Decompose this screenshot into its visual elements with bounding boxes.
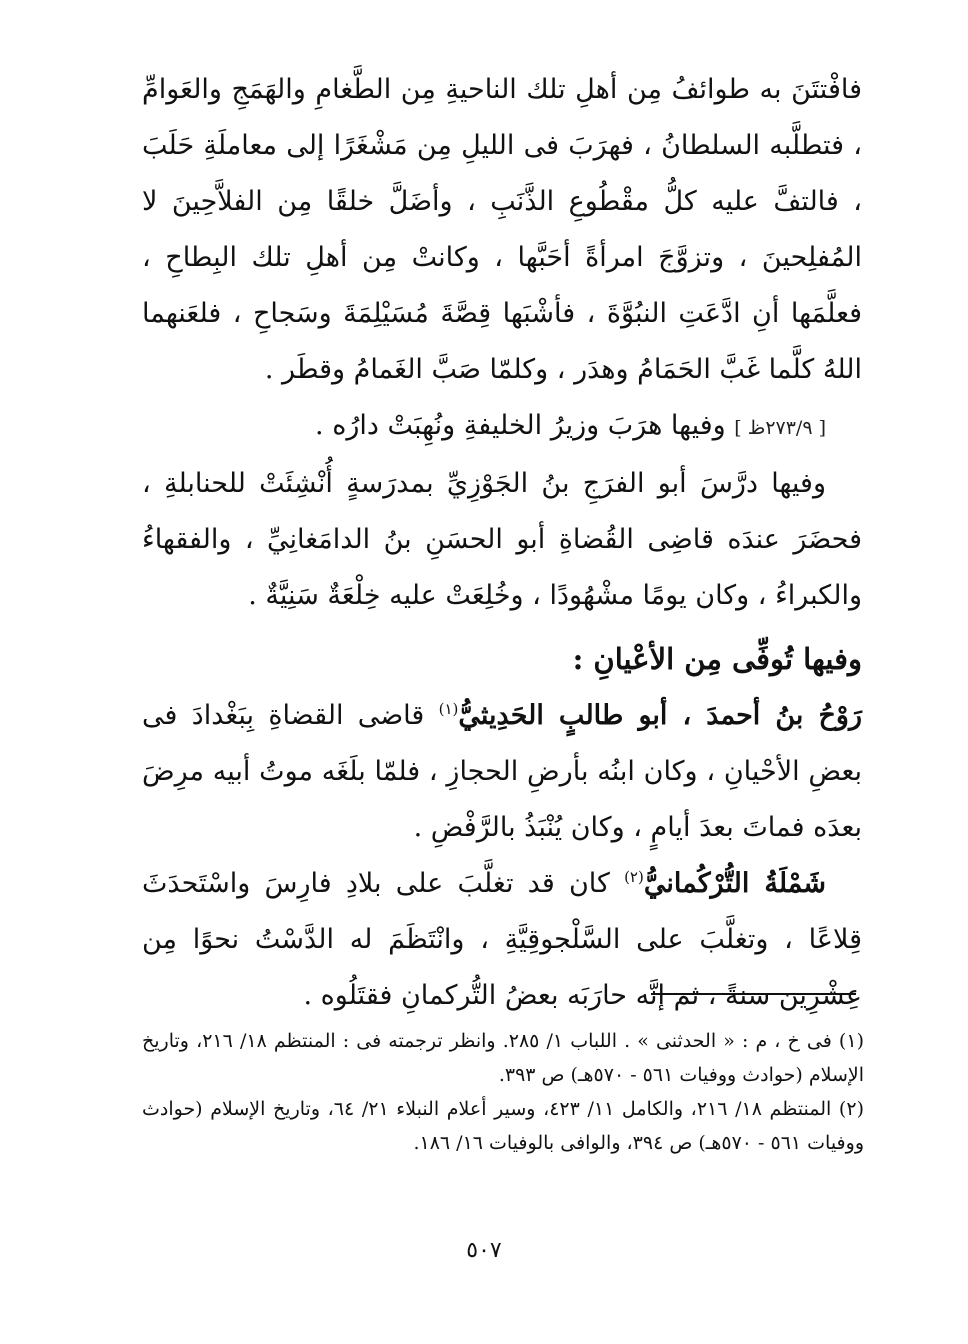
footnotes (142, 1024, 864, 1160)
biography-entry-1 (142, 688, 862, 856)
biography-entry-2 (142, 856, 862, 1024)
entry-2-text: كان قد تغلَّبَ على بلادِ فارِسَ واسْتَحدَثَ قِلاعًا ، وتغلَّبَ على السَّلْجوقِيَّةِ ، وانْتَظَمَ له الدَّسْتُ نحوًا مِن عِشْرِين سنةً ، ثم إنَّه حارَبَه بعضُ التُّركمانِ فقتَلُوه . (142, 868, 862, 1011)
paragraph-1: فافْتتَنَ به طوائفُ مِن أهلِ تلك الناحيةِ مِن الطَّغامِ والهَمَجِ والعَوامِّ ، فتطلَّبه السلطانُ ، فهرَبَ فى الليلِ مِن مَشْغَرًا إلى معاملَةِ حَلَبَ ، فالتفَّ عليه كلُّ مقْطُوعِ الذَّنَبِ ، وأضَلَّ خلقًا مِن الفلاَّحِينَ لا المُفلِحينَ ، وتزوَّجَ امرأةً أحَبَّها ، وكانتْ مِن أهلِ تلك البِطاحِ ، فعلَّمَها أنِ ادَّعَتِ النبُوَّةَ ، فأشْبَها قِصَّةَ مُسَيْلِمَةَ وسَجاحِ ، فلعَنهما اللهُ كلَّما غَبَّ الحَمَامُ وهدَر ، وكلمّا صَبَّ الغَمامُ وقطَر . (142, 74, 862, 385)
footnote-separator (651, 993, 856, 995)
paragraph-3: وفيها درَّسَ أبو الفرَجِ بنُ الجَوْزِيِّ بمدرَسةٍ أُنْشِئَتْ للحنابلةِ ، فحضَرَ عندَه قاضِى القُضاةِ أبو الحسَنِ بنُ الدامَغانِيِّ ، والفقهاءُ والكبراءُ ، وكان يومًا مشْهُودًا ، وخُلِعَتْ عليه خِلْعَةٌ سَنِيَّةٌ . (142, 468, 862, 611)
main-text (142, 62, 862, 1024)
paragraph-2 (142, 398, 862, 456)
entry-1-name: رَوْحُ بنُ أحمدَ ، أبو طالبٍ الحَدِيثيُّ (458, 700, 862, 731)
manuscript-folio-marker: [ ٢٧٣/٩ظ ] (734, 417, 826, 439)
entry-1-text: قاضى القضاةِ بِبَغْدادَ فى بعضِ الأحْيانِ ، وكان ابنُه بأرضِ الحجازِ ، فلمّا بلَغَه موتُ أبيه مرِضَ بعدَه فماتَ بعدَ أيامٍ ، وكان يُنْبَذُ بالرَّفْضِ . (142, 700, 862, 843)
paragraph-2-text: وفيها هرَبَ وزيرُ الخليفةِ ونُهِبَتْ دارُه . (315, 410, 726, 441)
footnote-2: (٢) المنتظم ١٨/ ٢١٦، والكامل ١١/ ٤٢٣، وسير أعلام النبلاء ٢١/ ٦٤، وتاريخ الإسلام (حوادث ووفيات ٥٦١ - ٥٧٠هـ) ص ٣٩٤، والوافى بالوفيات ١٦/ ١٨٦. (142, 1098, 864, 1154)
footnote-ref-2: (٢) (624, 868, 644, 886)
entry-2-name: شَمْلَةُ التُّرْكُمانيُّ (643, 868, 826, 899)
footnote-ref-1: (١) (438, 700, 459, 718)
footnote-1: (١) فى خ ، م : « الحدثنى » . اللباب ١/ ٢٨٥. وانظر ترجمته فى : المنتظم ١٨/ ٢١٦، وتاريخ الإسلام (حوادث ووفيات ٥٦١ - ٥٧٠هـ) ص ٣٩٣. (142, 1030, 864, 1086)
section-heading: وفيها تُوفِّى مِن الأعْيانِ : (572, 642, 862, 676)
page-number: ٥٠٧ (466, 1238, 502, 1263)
